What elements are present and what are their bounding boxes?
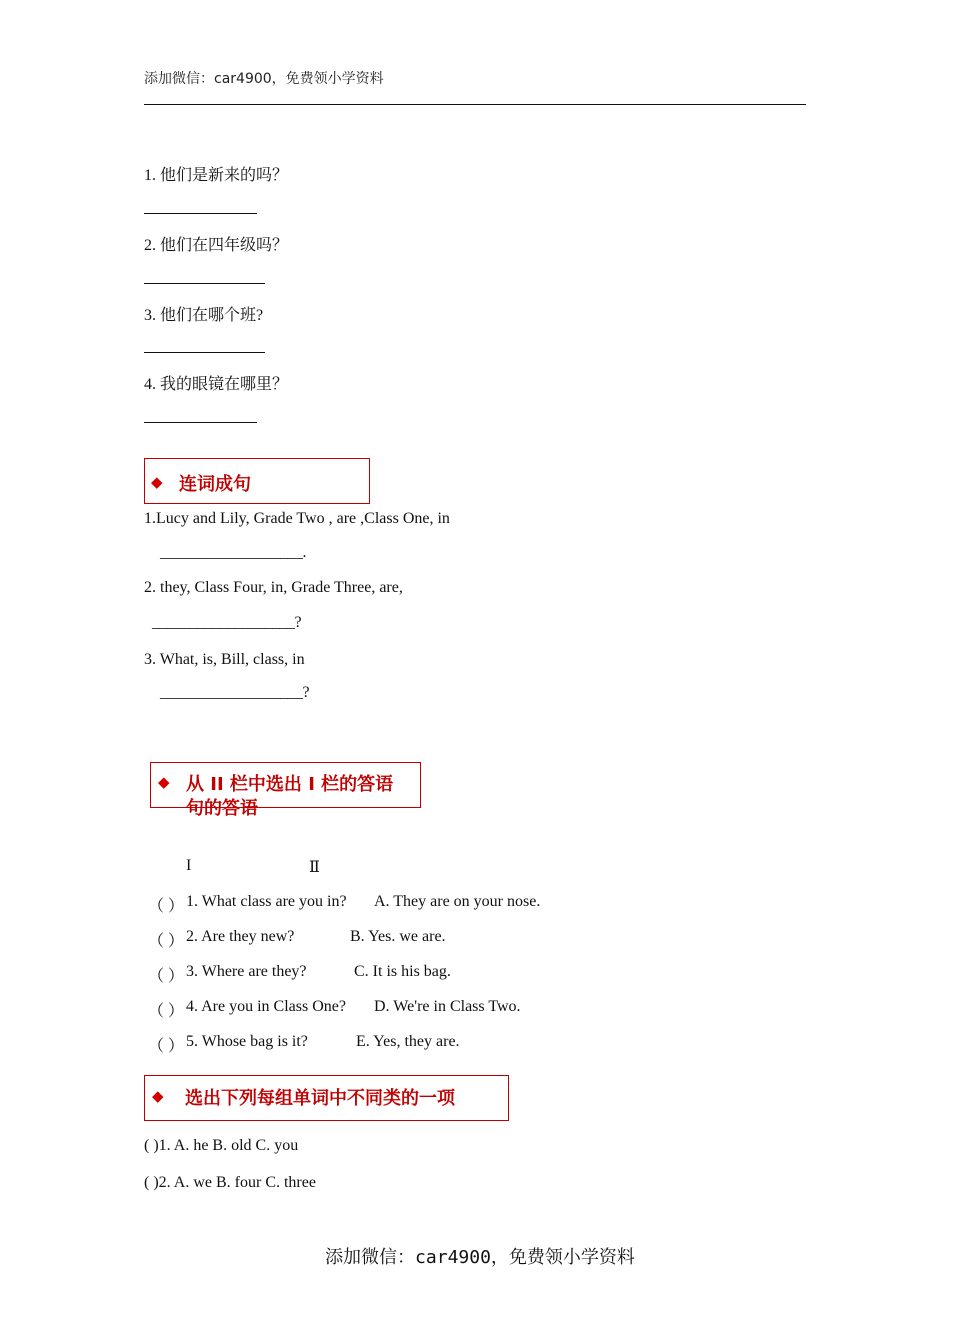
column-header-ii: Ⅱ (309, 859, 320, 876)
section-title: 选出下列每组单词中不同类的一项 (185, 1088, 455, 1109)
sentence-blank-3[interactable]: ___________________? (160, 684, 310, 701)
diamond-bullet-icon: ◆ (152, 1089, 164, 1105)
answer-paren-3[interactable]: （ ） (148, 968, 185, 985)
diamond-bullet-icon: ◆ (151, 475, 163, 491)
translation-question-3: 3. 他们在哪个班? (144, 307, 264, 324)
page-header: 添加微信：car4900，免费领小学资料 (144, 71, 384, 87)
sentence-blank-1[interactable]: ___________________. (160, 544, 306, 561)
odd-one-out-item-2: ( )2. A. we B. four C. three (144, 1174, 316, 1191)
answer-paren-4[interactable]: （ ） (148, 1003, 185, 1020)
sentence-prompt-1: 1.Lucy and Lily, Grade Two , are ,Class One, in (144, 510, 450, 527)
answer-line-1[interactable] (144, 213, 257, 214)
answer-line-2[interactable] (144, 283, 265, 284)
column-header-i: I (186, 857, 192, 874)
match-question-5: 5. Whose bag is it? (186, 1033, 308, 1050)
match-answer-b: B. Yes. we are. (350, 928, 446, 945)
sentence-prompt-2: 2. they, Class Four, in, Grade Three, are, (144, 579, 403, 596)
sentence-prompt-3: 3. What, is, Bill, class, in (144, 651, 305, 668)
answer-paren-2[interactable]: （ ） (148, 933, 185, 950)
diamond-bullet-icon: ◆ (158, 775, 170, 791)
header-divider (144, 104, 806, 105)
answer-paren-5[interactable]: （ ） (148, 1038, 185, 1055)
section-title: 连词成句 (179, 474, 251, 495)
answer-line-3[interactable] (144, 352, 265, 353)
section-title-line1: 从 II 栏中选出 I 栏的答语 (186, 774, 394, 795)
sentence-blank-2[interactable]: ___________________? (152, 614, 302, 631)
answer-paren-1[interactable]: （ ） (148, 898, 185, 915)
match-answer-e: E. Yes, they are. (356, 1033, 460, 1050)
match-question-3: 3. Where are they? (186, 963, 307, 980)
match-answer-d: D. We're in Class Two. (374, 998, 521, 1015)
match-answer-c: C. It is his bag. (354, 963, 451, 980)
match-answer-a: A. They are on your nose. (374, 893, 541, 910)
translation-question-2: 2. 他们在四年级吗？ (144, 237, 289, 254)
answer-line-4[interactable] (144, 422, 257, 423)
section-heading-sentence-building (144, 458, 370, 504)
page-footer: 添加微信：car4900，免费领小学资料 (325, 1247, 635, 1268)
section-heading-matching (150, 762, 421, 819)
translation-question-4: 4. 我的眼镜在哪里？ (144, 376, 289, 393)
section-title-line2: 句的答语 (186, 798, 258, 819)
match-question-4: 4. Are you in Class One? (186, 998, 346, 1015)
match-question-2: 2. Are they new? (186, 928, 295, 945)
match-question-1: 1. What class are you in? (186, 893, 347, 910)
translation-question-1: 1. 他们是新来的吗？ (144, 167, 289, 184)
section-heading-odd-one-out (144, 1075, 509, 1121)
odd-one-out-item-1: ( )1. A. he B. old C. you (144, 1137, 299, 1154)
